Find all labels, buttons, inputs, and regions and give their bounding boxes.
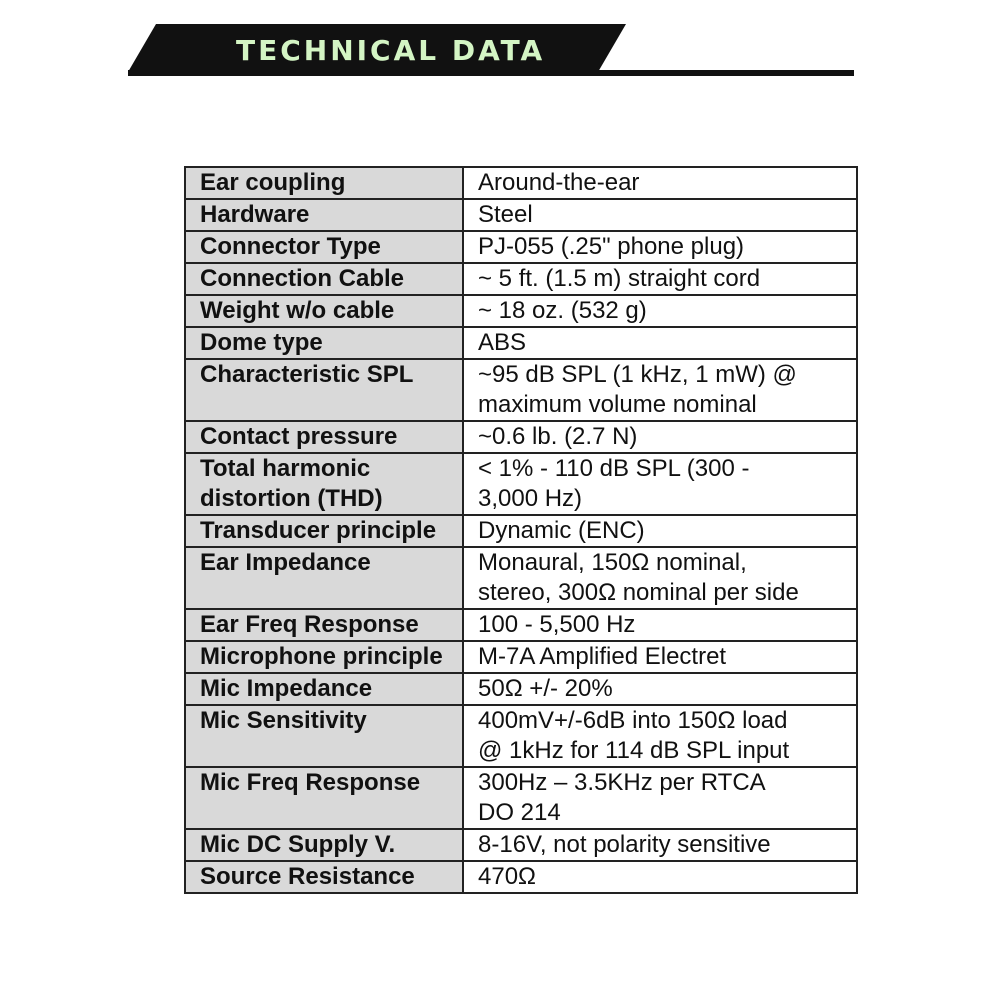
- table-row: [185, 767, 857, 829]
- spec-label: Source Resistance: [185, 861, 463, 893]
- spec-value-line: 8-16V, not polarity sensitive: [478, 831, 771, 858]
- spec-value: [463, 641, 857, 673]
- spec-value-line: 470Ω: [478, 863, 536, 890]
- spec-value: [463, 167, 857, 199]
- spec-value-line: stereo, 300Ω nominal per side: [478, 579, 799, 606]
- spec-label: Mic Freq Response: [185, 767, 463, 829]
- spec-label: Mic Sensitivity: [185, 705, 463, 767]
- spec-value-line: ABS: [478, 329, 527, 356]
- spec-label: Total harmonic distortion (THD): [185, 453, 463, 515]
- table-row: [185, 359, 857, 421]
- spec-value-line: Monaural, 150Ω nominal,: [478, 549, 747, 576]
- spec-label: Ear Impedance: [185, 547, 463, 609]
- spec-label: Characteristic SPL: [185, 359, 463, 421]
- table-row: [185, 705, 857, 767]
- table-row: [185, 327, 857, 359]
- spec-value: [463, 359, 857, 421]
- spec-label: Mic DC Supply V.: [185, 829, 463, 861]
- spec-value: [463, 231, 857, 263]
- table-row: [185, 167, 857, 199]
- spec-value: [463, 673, 857, 705]
- spec-value-line: DO 214: [478, 799, 561, 826]
- table-row: [185, 641, 857, 673]
- spec-value-line: 300Hz – 3.5KHz per RTCA: [478, 769, 766, 796]
- table-row: [185, 515, 857, 547]
- spec-value: [463, 767, 857, 829]
- table-row: [185, 199, 857, 231]
- spec-value-line: @ 1kHz for 114 dB SPL input: [478, 737, 790, 764]
- spec-value-line: 3,000 Hz): [478, 485, 583, 512]
- spec-value: [463, 861, 857, 893]
- spec-value: [463, 515, 857, 547]
- table-row: [185, 453, 857, 515]
- spec-value-line: 400mV+/-6dB into 150Ω load: [478, 707, 788, 734]
- spec-value-line: M-7A Amplified Electret: [478, 643, 727, 670]
- spec-label: Transducer principle: [185, 515, 463, 547]
- section-title: TECHNICAL DATA: [236, 34, 546, 67]
- spec-value: [463, 199, 857, 231]
- spec-value: [463, 421, 857, 453]
- spec-value-line: Steel: [478, 201, 533, 228]
- table-row: [185, 829, 857, 861]
- section-banner: [128, 24, 854, 80]
- spec-value-line: Dynamic (ENC): [478, 517, 645, 544]
- technical-data-table: [184, 166, 858, 894]
- spec-label: Microphone principle: [185, 641, 463, 673]
- spec-value: [463, 263, 857, 295]
- spec-value: [463, 547, 857, 609]
- spec-value-line: ~95 dB SPL (1 kHz, 1 mW) @: [478, 361, 797, 388]
- spec-label: Contact pressure: [185, 421, 463, 453]
- spec-label: Ear coupling: [185, 167, 463, 199]
- spec-value-line: Around-the-ear: [478, 169, 640, 196]
- table-row: [185, 673, 857, 705]
- table-row: [185, 231, 857, 263]
- spec-value: [463, 829, 857, 861]
- spec-value: [463, 609, 857, 641]
- spec-value: [463, 453, 857, 515]
- spec-value-line: maximum volume nominal: [478, 391, 757, 418]
- table-row: [185, 547, 857, 609]
- table-row: [185, 609, 857, 641]
- spec-value: [463, 705, 857, 767]
- spec-label: Connector Type: [185, 231, 463, 263]
- table-row: [185, 861, 857, 893]
- technical-data-table-body: [185, 167, 857, 893]
- spec-label: Weight w/o cable: [185, 295, 463, 327]
- table-row: [185, 421, 857, 453]
- spec-label: Ear Freq Response: [185, 609, 463, 641]
- spec-value-line: PJ-055 (.25" phone plug): [478, 233, 745, 260]
- spec-label: Dome type: [185, 327, 463, 359]
- spec-label: Mic Impedance: [185, 673, 463, 705]
- spec-value-line: 50Ω +/- 20%: [478, 675, 613, 702]
- spec-value-line: ~0.6 lb. (2.7 N): [478, 423, 638, 450]
- table-row: [185, 295, 857, 327]
- spec-value-line: ~ 5 ft. (1.5 m) straight cord: [478, 265, 761, 292]
- table-row: [185, 263, 857, 295]
- spec-value: [463, 295, 857, 327]
- spec-label: Hardware: [185, 199, 463, 231]
- spec-value: [463, 327, 857, 359]
- spec-value-line: ~ 18 oz. (532 g): [478, 297, 647, 324]
- spec-label: Connection Cable: [185, 263, 463, 295]
- spec-value-line: 100 - 5,500 Hz: [478, 611, 636, 638]
- spec-value-line: < 1% - 110 dB SPL (300 -: [478, 455, 750, 482]
